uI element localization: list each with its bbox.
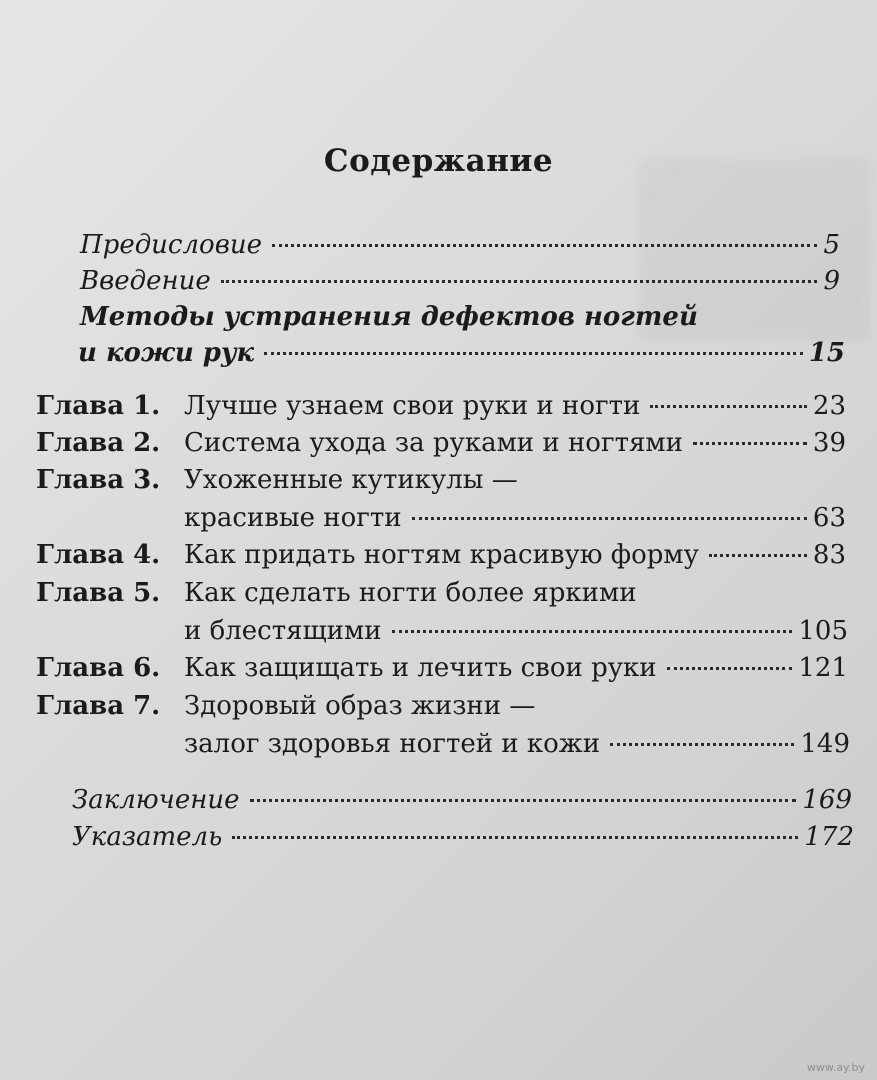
toc-page-number: 9 bbox=[823, 266, 840, 296]
toc-page-number: 39 bbox=[812, 428, 846, 458]
toc-entry-conclusion bbox=[72, 783, 852, 817]
toc-entry-methods-line1: Методы устранения дефектов ногтей bbox=[80, 302, 698, 332]
toc-page-number: 105 bbox=[798, 616, 848, 646]
dot-leader bbox=[232, 836, 798, 839]
toc-entry-chapter-4 bbox=[184, 538, 846, 572]
toc-entry-methods bbox=[78, 336, 845, 370]
toc-page-number: 121 bbox=[798, 653, 848, 683]
toc-entry-label: Указатель bbox=[72, 822, 223, 852]
chapter-number-7: Глава 7. bbox=[36, 691, 161, 721]
dot-leader bbox=[610, 743, 794, 746]
toc-page-number: 15 bbox=[808, 338, 845, 368]
dot-leader bbox=[250, 799, 797, 802]
toc-entry-label: Система ухода за руками и ногтями bbox=[184, 428, 683, 458]
toc-page-number: 63 bbox=[812, 503, 846, 533]
toc-entry-label: Предисловие bbox=[80, 230, 262, 260]
toc-entry-label: залог здоровья ногтей и кожи bbox=[184, 729, 601, 759]
site-watermark: www.ay.by bbox=[806, 1061, 865, 1074]
toc-entry-label: красивые ногти bbox=[184, 503, 402, 533]
toc-entry-label: Лучше узнаем свои руки и ногти bbox=[184, 391, 641, 421]
page-title: Содержание bbox=[323, 143, 554, 179]
chapter-number-6: Глава 6. bbox=[36, 653, 161, 683]
toc-page-number: 169 bbox=[802, 785, 852, 815]
toc-entry-chapter-6 bbox=[184, 651, 848, 685]
chapter-number-5: Глава 5. bbox=[36, 578, 161, 608]
toc-entry-introduction bbox=[80, 264, 840, 298]
dot-leader bbox=[272, 244, 817, 247]
toc-entry-chapter-7-line1: Здоровый образ жизни — bbox=[184, 691, 536, 721]
toc-entry-label: Как придать ногтям красивую форму bbox=[184, 540, 699, 570]
toc-page-number: 172 bbox=[804, 822, 854, 852]
toc-entry-chapter-3 bbox=[184, 501, 846, 535]
toc-entry-index bbox=[72, 820, 854, 854]
chapter-number-3: Глава 3. bbox=[36, 465, 161, 495]
dot-leader bbox=[693, 442, 807, 445]
toc-entry-label: Как защищать и лечить свои руки bbox=[184, 653, 657, 683]
toc-page-number: 5 bbox=[823, 230, 840, 260]
toc-page-number: 83 bbox=[812, 540, 846, 570]
toc-entry-label: и кожи рук bbox=[78, 338, 255, 368]
toc-entry-preface bbox=[80, 228, 840, 262]
dot-leader bbox=[709, 554, 807, 557]
toc-entry-chapter-7 bbox=[184, 727, 850, 761]
toc-entry-label: и блестящими bbox=[184, 616, 382, 646]
dot-leader bbox=[392, 630, 793, 633]
toc-page-number: 23 bbox=[812, 391, 846, 421]
toc-entry-chapter-1 bbox=[184, 389, 846, 423]
dot-leader bbox=[264, 352, 803, 355]
toc-page-number: 149 bbox=[800, 729, 850, 759]
chapter-number-1: Глава 1. bbox=[36, 391, 161, 421]
dot-leader bbox=[650, 405, 807, 408]
toc-entry-chapter-3-line1: Ухоженные кутикулы — bbox=[184, 465, 518, 495]
chapter-number-2: Глава 2. bbox=[36, 428, 161, 458]
dot-leader bbox=[221, 280, 818, 283]
dot-leader bbox=[412, 517, 807, 520]
toc-entry-chapter-2 bbox=[184, 426, 846, 460]
toc-entry-chapter-5 bbox=[184, 614, 848, 648]
dot-leader bbox=[667, 667, 793, 670]
toc-entry-label: Введение bbox=[80, 266, 211, 296]
chapter-number-4: Глава 4. bbox=[36, 540, 161, 570]
toc-entry-chapter-5-line1: Как сделать ногти более яркими bbox=[184, 578, 637, 608]
toc-entry-label: Заключение bbox=[72, 785, 240, 815]
